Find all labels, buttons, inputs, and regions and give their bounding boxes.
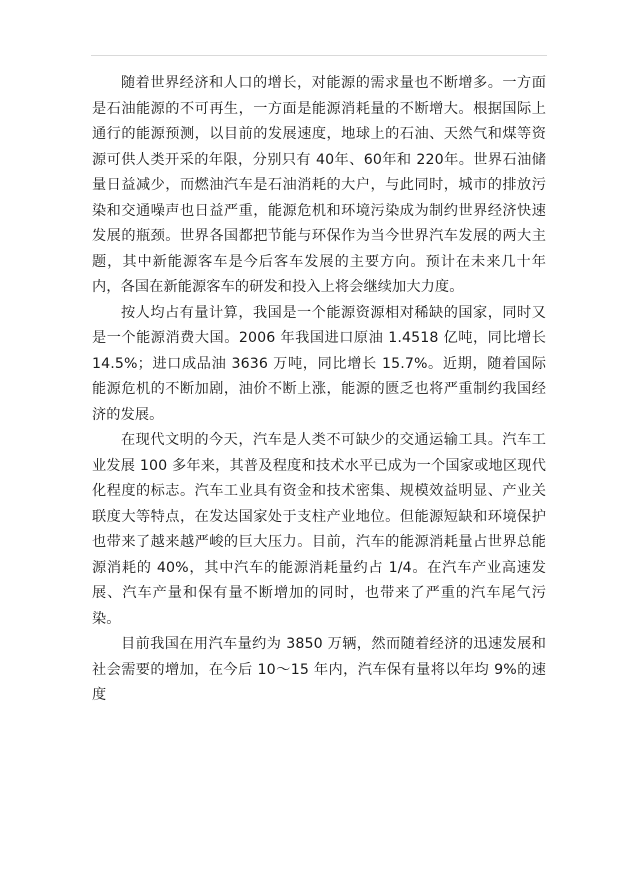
paragraph-vehicle-growth: 目前我国在用汽车量约为 3850 万辆，然而随着经济的迅速发展和社会需要的增加，在今后 10～15 年内，汽车保有量将以年均 9%的速度 [92,636,546,703]
document-body [92,71,546,709]
paragraph-china-energy: 按人均占有量计算，我国是一个能源资源相对稀缺的国家，同时又是一个能源消费大国。2006 年我国进口原油 1.4518 亿吨，同比增长 14.5%；进口成品油 3636 万吨，同比增长 15.7%。近期，随着国际能源危机的不断加剧，油价不断上涨，能源的匮乏也将严重制约我国经济的发展。 [92,304,546,423]
paragraph-auto-industry: 在现代文明的今天，汽车是人类不可缺少的交通运输工具。汽车工业发展 100 多年来，其普及程度和技术水平已成为一个国家或地区现代化程度的标志。汽车工业具有资金和技术密集、规模效益明显、产业关联度大等特点，在发达国家处于支柱产业地位。但能源短缺和环境保护也带来了越来越严峻的巨大压力。目前，汽车的能源消耗量占世界总能源消耗的 40%，其中汽车的能源消耗量约占 1/4。在汽车产业高速发展、汽车产量和保有量不断增加的同时，也带来了严重的汽车尾气污染。 [92,432,546,627]
paragraph-energy-demand: 随着世界经济和人口的增长，对能源的需求量也不断增多。一方面是石油能源的不可再生，一方面是能源消耗量的不断增大。根据国际上通行的能源预测，以目前的发展速度，地球上的石油、天然气和煤等资源可供人类开采的年限，分别只有 40年、60年和 220年。世界石油储量日益减少，而燃油汽车是石油消耗的大户，与此同时，城市的排放污染和交通噪声也日益严重，能源危机和环境污染成为制约世界经济快速发展的瓶颈。世界各国都把节能与环保作为当今世界汽车发展的两大主题，其中新能源客车是今后客车发展的主要方向。预计在未来几十年内，各国在新能源客车的研发和投入上将会继续加大力度。 [92,75,546,295]
header-divider [91,55,547,56]
